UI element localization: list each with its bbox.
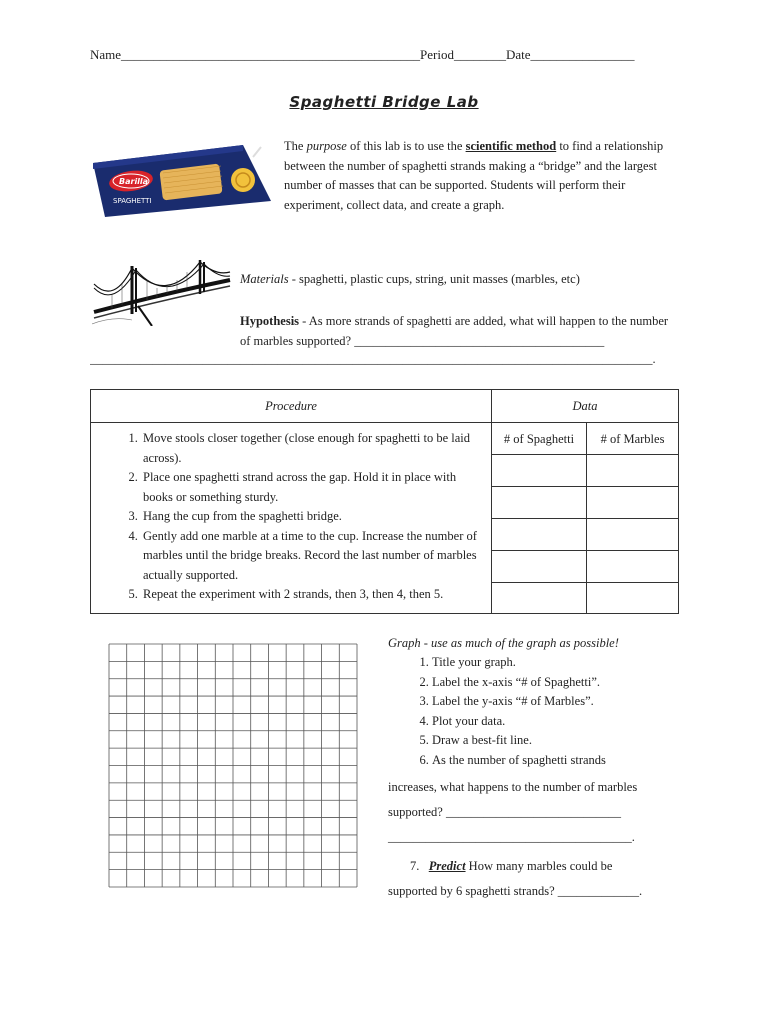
col-spaghetti-header: # of Spaghetti <box>492 423 587 455</box>
procedure-step: 5. Repeat the experiment with 2 strands, then 3, then 4, then 5. <box>141 585 481 605</box>
name-label: Name <box>90 47 122 62</box>
materials-label: Materials <box>240 272 289 286</box>
procedure-step: 4. Gently add one marble at a time to the cup. Increase the number of marbles until the bridge breaks. Record the last number of marbles actually supported. <box>141 527 481 586</box>
graph-step: 2. Label the x-axis “# of Spaghetti”. <box>432 673 678 693</box>
hypothesis-text[interactable]: - As more strands of spaghetti are added, what will happen to the number of marbles supported? ________________________________________ <box>240 314 669 348</box>
data-cell[interactable] <box>492 455 587 487</box>
graph-step: 4. Plot your data. <box>432 712 678 732</box>
predict-label: Predict <box>428 858 466 873</box>
data-cell[interactable] <box>587 551 678 583</box>
period-blank[interactable]: ________ <box>454 47 506 62</box>
procedure-cell <box>91 423 492 613</box>
data-cell[interactable] <box>492 583 587 613</box>
graph-instructions <box>388 634 678 904</box>
box-label-text: SPAGHETTI <box>113 197 152 205</box>
hypothesis-label: Hypothesis <box>240 314 300 328</box>
procedure-data-table <box>90 389 679 614</box>
data-cell[interactable] <box>492 551 587 583</box>
question6-line1: increases, what happens to the number of marbles <box>388 779 638 794</box>
data-cell[interactable] <box>587 519 678 551</box>
hypothesis-answer-line[interactable]: __________________________________________________________________________________________. <box>90 352 656 366</box>
box-brand-text: Barilla <box>119 177 149 186</box>
data-cell[interactable] <box>587 455 678 487</box>
data-header: Data <box>492 390 678 423</box>
procedure-header: Procedure <box>91 390 492 423</box>
materials-line <box>240 272 680 287</box>
purpose-rest: to find a relationship between the number of spaghetti strands making a “bridge” and the largest number of masses that can be supported. Students will perform their experiment, collect data, and create a graph. <box>284 139 664 212</box>
graph-step: 1. Title your graph. <box>432 653 678 673</box>
spaghetti-box-image <box>93 145 271 217</box>
graph-step: 3. Label the y-axis “# of Marbles”. <box>432 692 678 712</box>
period-label: Period <box>420 47 454 62</box>
question7-line1 <box>388 854 678 879</box>
graph-step: 6. As the number of spaghetti strands <box>432 751 678 771</box>
scientific-method-term: scientific method <box>465 139 557 153</box>
graph-step: 5. Draw a best-fit line. <box>432 731 678 751</box>
purpose-middle: of this lab is to use the <box>346 139 466 153</box>
bridge-image <box>92 254 232 326</box>
name-blank[interactable]: ______________________________________________ <box>121 47 421 62</box>
procedure-step: 2. Place one spaghetti strand across the gap. Hold it in place with books or something sturdy. <box>141 468 481 507</box>
header-line <box>90 47 680 63</box>
data-grid <box>492 423 678 613</box>
question7-answer-line[interactable]: supported by 6 spaghetti strands? _____________. <box>388 883 643 898</box>
graph-steps-list <box>388 653 678 771</box>
question7-number: 7. <box>410 858 420 873</box>
col-marbles-header: # of Marbles <box>587 423 678 455</box>
purpose-word: purpose <box>306 139 347 153</box>
data-cell[interactable] <box>492 519 587 551</box>
date-label: Date <box>506 47 531 62</box>
question7-text: How many marbles could be <box>465 858 613 873</box>
procedure-step: 3. Hang the cup from the spaghetti bridge. <box>141 507 481 527</box>
purpose-prefix: The <box>284 139 307 153</box>
date-blank[interactable]: ________________ <box>530 47 635 62</box>
graph-intro: Graph - use as much of the graph as possible! <box>388 636 619 650</box>
hypothesis-paragraph <box>240 312 680 351</box>
question6-answer-line2[interactable]: _______________________________________. <box>388 829 635 844</box>
data-cell[interactable] <box>587 487 678 519</box>
page-title: Spaghetti Bridge Lab <box>289 93 479 111</box>
data-cell[interactable] <box>492 487 587 519</box>
procedure-list <box>91 423 491 605</box>
data-cell[interactable] <box>587 583 678 613</box>
graph-paper-grid[interactable] <box>108 643 358 888</box>
materials-text: - spaghetti, plastic cups, string, unit masses (marbles, etc) <box>288 272 580 286</box>
question6-answer-line[interactable]: supported? ____________________________ <box>388 804 621 819</box>
purpose-paragraph <box>284 137 664 215</box>
procedure-step: 1. Move stools closer together (close enough for spaghetti to be laid across). <box>141 429 481 468</box>
